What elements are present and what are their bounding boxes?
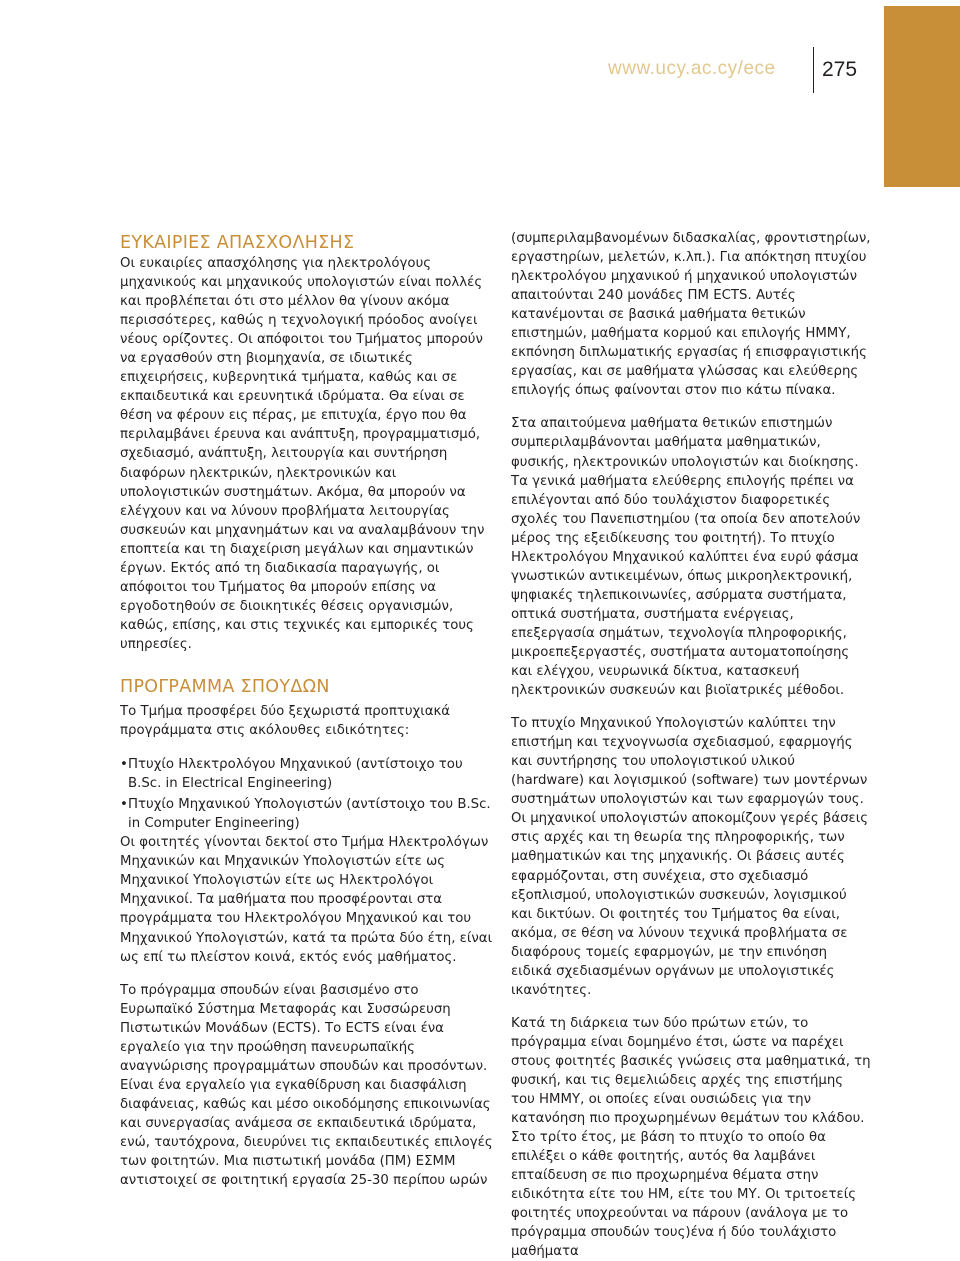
accent-bar (884, 6, 960, 187)
ects-paragraph: Το πρόγραμμα σπουδών είναι βασισμένο στο Ευρωπαϊκό Σύστημα Μεταφοράς και Συσσώρευση Πιστωτικών Μονάδων (ECTS). Το ECTS είναι ένα εργαλείο για την προώθηση πανευρωπαϊκής αναγνώρισης προγραμμάτων σπουδών και προσόντων. Είναι ένα εργαλείο για εγκαθίδρυση και διασφάλιση διαφάνειας, καθώς και μέσο οικοδόμησης επικοινωνίας και συνεργασίας ανάμεσα σε εκπαιδευτικά ιδρύματα, ενώ, ταυτόχρονα, διευρύνει τις εκπαιδευτικές επιλογές των φοιτητών. Μια πιστωτική μονάδα (ΠΜ) ΕΣΜΜ αντιστοιχεί σε φοιτητική εργασία 25-30 περίπου ωρών (120, 982, 493, 1189)
credits-paragraph: (συμπεριλαμβανομένων διδασκαλίας, φροντιστηρίων, εργαστηρίων, μελετών, κ.λπ.). Για απόκτηση πτυχίου ηλεκτρολόγου μηχανικού ή μηχανικού υπολογιστών απαιτούνται 240 μονάδες ΠΜ ECTS. Αυτές κατανέμονται σε βασικά μαθήματα θετικών επιστημών, μαθήματα κορμού και επιλογής ΗΜΜΥ, εκπόνηση διπλωματικής εργασίας ή επισφραγιστικής εργασίας, και σε μαθήματα γλώσσας και ελεύθερης επιλογής όπως φαίνονται στον πιο κάτω πίνακα. (511, 231, 871, 399)
admission-paragraph: Οι φοιτητές γίνονται δεκτοί στο Τμήμα Ηλεκτρολόγων Μηχανικών και Μηχανικών Υπολογιστών είτε ως Μηχανικοί Υπολογιστών είτε ως Ηλεκτρολόγοι Μηχανικοί. Τα μαθήματα που προσφέρονται στα προγράμματα του Ηλεκτρολόγου Μηχανικού και του Μηχανικού Υπολογιστών, κατά τα πρώτα δύο έτη, είναι ως επί τω πλείστον κοινά, εκτός ενός μαθήματος. (120, 835, 493, 965)
website-url[interactable]: www.ucy.ac.cy/ece (608, 58, 776, 79)
left-column (120, 232, 494, 1190)
degree-list (120, 755, 494, 833)
employment-paragraph: Οι ευκαιρίες απασχόλησης για ηλεκτρολόγους μηχανικούς και μηχανικούς υπολογιστών είναι πολλές και προβλέπεται ότι στο μέλλον θα γίνουν ακόμα περισσότερες, καθώς η τεχνολογική πρόοδος ανοίγει νέους ορίζοντες. Οι απόφοιτοι του Τμήματος μπορούν να εργασθούν στη βιομηχανία, σε ιδιωτικές επιχειρήσεις, κυβερνητικά τμήματα, καθώς και σε εκπαιδευτικά και ερευνητικά ιδρύματα. Θα είναι σε θέση να φέρουν εις πέρας, με επιτυχία, έργο που θα περιλαμβάνει έρευνα και ανάπτυξη, προγραμματισμό, σχεδιασμό, ανάπτυξη, λειτουργία και συντήρηση διαφόρων ηλεκτρικών, ηλεκτρονικών και υπολογιστικών συστημάτων. Ακόμα, θα μπορούν να ελέγχουν και να λύνουν προβλήματα λειτουργίας συσκευών και μηχανημάτων και να αναλαμβάνουν την εποπτεία και τη διαχείριση μεγάλων και σημαντικών έργων. Εκτός από τη διαδικασία παραγωγής, οι απόφοιτοι του Τμήματος θα μπορούν επίσης να εργοδοτηθούν σε διοικητικές θέσεις οργανισμών, καθώς, επίσης, και στις τεχνικές και εμπορικές τους υπηρεσίες. (120, 256, 485, 652)
page-number: 275 (822, 58, 858, 81)
section-title-curriculum: ΠΡΟΓΡΑΜΜΑ ΣΠΟΥΔΩΝ (120, 676, 330, 697)
degree-item-computer: • Πτυχίο Μηχανικού Υπολογιστών (αντίστοιχο του B.Sc. in Computer Engineering) (120, 795, 494, 833)
computer-eng-paragraph: Το πτυχίο Μηχανικού Υπολογιστών καλύπτει την επιστήμη και τεχνογνωσία σχεδιασμού, εφαρμογής και συντήρησης του υπολογιστικού υλικού (hardware) και λογισμικού (software) των μοντέρνων συστημάτων υπολογιστών και των εφαρμογών τους. Οι μηχανικοί υπολογιστών αποκομίζουν γερές βάσεις στις αρχές και τη θεωρία της πληροφορικής, των μαθηματικών και της μηχανικής. Οι βάσεις αυτές εφαρμόζονται, στη συνέχεια, στο σχεδιασμό εξοπλισμού, υπολογιστικών συσκευών, λογισμικού και δικτύων. Οι φοιτητές του Τμήματος θα είναι, ακόμα, σε θέση να λύνουν τεχνικά προβλήματα σε διαφόρους τομείς εφαρμογών, με την επινόηση ειδικά σχεδιασμένων οργάνων με υπολογιστικές ικανότητες. (511, 716, 869, 998)
courses-paragraph: Στα απαιτούμενα μαθήματα θετικών επιστημών συμπεριλαμβάνονται μαθήματα μαθηματικών, φυσικής, ηλεκτρονικών υπολογιστών και διοίκησης. Τα γενικά μαθήματα ελεύθερης επιλογής πρέπει να επιλέγονται από δύο τουλάχιστον διαφορετικές σχολές του Πανεπιστημίου (τα οποία δεν αποτελούν μέρος της εξειδίκευσης του φοιτητή). Το πτυχίο Ηλεκτρολόγου Μηχανικού καλύπτει ένα ευρύ φάσμα γνωστικών αντικειμένων, όπως μικροηλεκτρονική, ψηφιακές τηλεπικοινωνίες, ασύρματα συστήματα, οπτικά συστήματα, συστήματα ενέργειας, επεξεργασία σημάτων, τεχνολογία πληροφορικής, μικροεπεξεργαστές, συστήματα αυτοματοποίησης και ελέγχου, νευρωνικά δίκτυα, κατασκευή ηλεκτρονικών συσκευών και βιοϊατρικές μέθοδοι. (511, 416, 861, 699)
degree-item-electrical: • Πτυχίο Ηλεκτρολόγου Μηχανικού (αντίστοιχο του B.Sc. in Electrical Engineering) (120, 755, 494, 793)
header-divider (813, 47, 814, 93)
right-column (511, 229, 871, 1261)
curriculum-intro: Το Τμήμα προσφέρει δύο ξεχωριστά προπτυχιακά προγράμματα στις ακόλουθες ειδικότητες: (120, 703, 451, 739)
section-title-employment: ΕΥΚΑΙΡΙΕΣ ΑΠΑΣΧΟΛΗΣΗΣ (120, 233, 355, 253)
program-structure-paragraph: Κατά τη διάρκεια των δύο πρώτων ετών, το πρόγραμμα είναι δομημένο έτσι, ώστε να παρέχει στους φοιτητές βασικές γνώσεις στα μαθηματικά, τη φυσική, και τις θεμελιώδεις αρχές της επιστήμης του ΗΜΜΥ, οι οποίες είναι ουσιώδεις για την κατανόηση πιο προχωρημένων θεμάτων του κλάδου. Στο τρίτο έτος, με βάση το πτυχίο το οποίο θα επιλέξει ο κάθε φοιτητής, αυτός θα λαμβάνει επταίδευση σε πιο προχωρημένα θέματα στην ειδικότητα είτε του ΗΜ, είτε του ΜΥ. Οι τριτοετείς φοιτητές υποχρεούνται να πάρουν (ανάλογα με το πρόγραμμα σπουδών τους)ένα ή δύο τουλάχιστο μαθήματα (511, 1015, 871, 1260)
